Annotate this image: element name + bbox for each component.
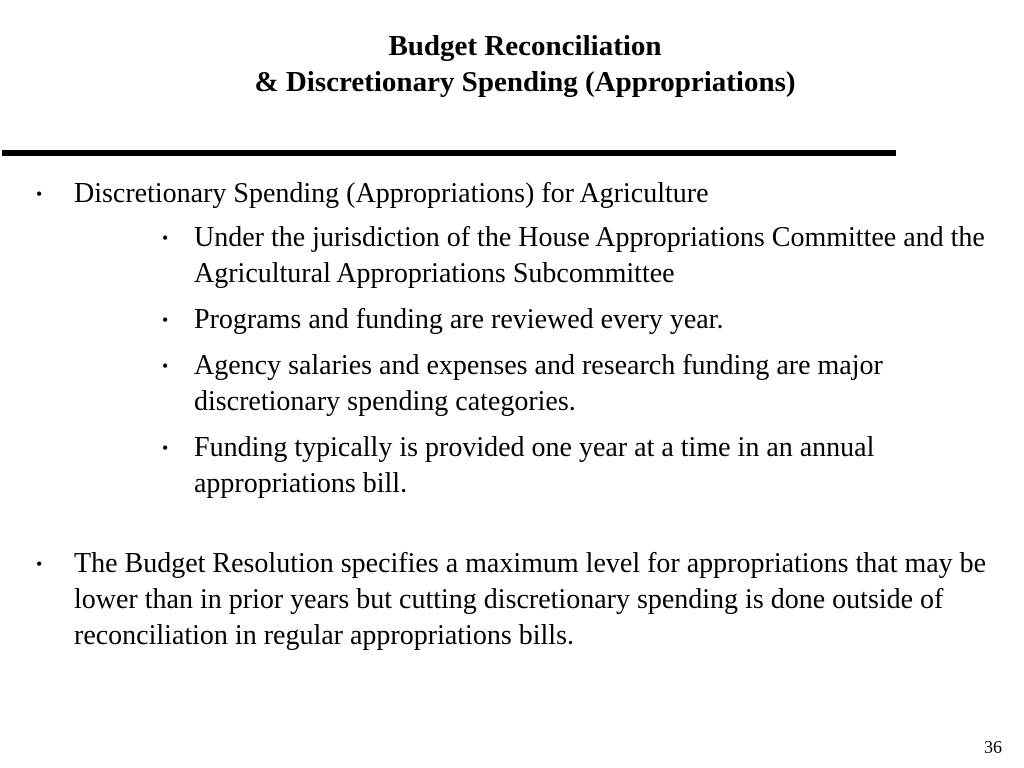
title-line-1: Budget Reconciliation	[388, 30, 662, 62]
title-line-2: & Discretionary Spending (Appropriations)	[254, 66, 796, 98]
sub-bullet-text: Agency salaries and expenses and research funding are major discretionary spending categories.	[194, 350, 883, 417]
slide-title	[0, 28, 1024, 100]
sub-bullet-point	[74, 302, 1010, 338]
page-number: 36	[984, 737, 1002, 757]
bullet-icon: •	[36, 184, 43, 204]
bullet-icon: •	[162, 310, 169, 330]
slide-content	[0, 176, 1010, 654]
bullet-icon: •	[162, 438, 169, 458]
sub-bullet-text: Funding typically is provided one year at a time in an annual appropriations bill.	[194, 432, 875, 499]
title-divider	[2, 150, 896, 156]
sub-bullet-point	[74, 220, 1010, 292]
bullet-point-2	[0, 546, 1010, 654]
bullet-icon: •	[162, 228, 169, 248]
bullet-point-text: Discretionary Spending (Appropriations) for Agriculture	[74, 178, 709, 209]
sub-bullet-point	[74, 348, 1010, 420]
sub-bullet-text: Programs and funding are reviewed every year.	[194, 304, 724, 335]
bullet-icon: •	[36, 554, 43, 574]
bullet-point-text: The Budget Resolution specifies a maximum level for appropriations that may be lower than in prior years but cutting discretionary spending is done outside of reconciliation in regular appropriations bills.	[74, 548, 987, 651]
sub-bullet-text: Under the jurisdiction of the House Appropriations Committee and the Agricultural Appropriations Subcommittee	[194, 222, 985, 289]
bullet-icon: •	[162, 356, 169, 376]
sub-bullet-list	[74, 220, 1010, 502]
sub-bullet-point	[74, 430, 1010, 502]
bullet-point-1	[0, 176, 1010, 502]
